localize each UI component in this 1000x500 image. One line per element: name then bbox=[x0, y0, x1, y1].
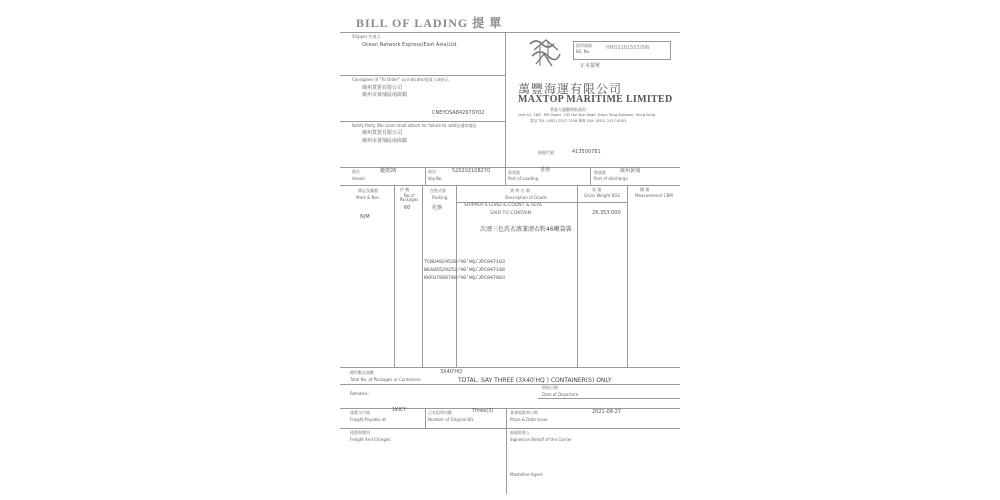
vessel-code: 413500781 bbox=[572, 149, 601, 155]
bl-number: HHO3161553/SW bbox=[606, 45, 650, 51]
totals-label-cn: 總件數及箱數 bbox=[350, 370, 374, 375]
col-marks-cn: 標記及編號 bbox=[358, 188, 378, 193]
issue-place-label: Place & Date Issue bbox=[510, 417, 548, 422]
document-title: BILL OF LADING 提 單 bbox=[356, 16, 503, 30]
freight-payable-label-cn: 運費支付地 bbox=[350, 410, 370, 415]
remarks-label: Remarks： bbox=[350, 391, 372, 396]
company-address-en: Unit A1, 28/F, MG Tower, 133 Hoi Bun Road, Kwun Tong,Kowloon, Hong Kong bbox=[518, 113, 656, 117]
goods-said-to-contain: SAID TO CONTAIN bbox=[490, 211, 532, 216]
port-discharge-label: Port of discharge bbox=[594, 176, 628, 181]
consignee-line2: 廣州市黃埔區南崗鎮 bbox=[362, 92, 408, 98]
container-line: BEAU5529252/40'HQ/JPC047188 bbox=[424, 267, 506, 273]
company-name-cn: 萬豐海運有限公司 bbox=[518, 82, 623, 96]
company-logo-icon bbox=[526, 36, 564, 70]
vessel-name: 艦豐26 bbox=[380, 168, 397, 174]
bl-number-label-en: B/L No. bbox=[576, 49, 591, 54]
voyage-label-cn: 航次 bbox=[428, 169, 436, 174]
goods-shipper-load: SHIPPER'S LOAD & COUNT & SEAL bbox=[464, 203, 543, 208]
goods-packing: 托盤 bbox=[432, 205, 443, 211]
freight-charges-label-cn: 運費和費用 bbox=[350, 430, 370, 435]
freight-payable-value: 1KICY bbox=[392, 407, 407, 413]
container-line: KKFU7989798/40'HQ/JPC047083 bbox=[424, 275, 506, 281]
col-packages: No.of Packages bbox=[399, 193, 419, 202]
vessel-code-label: 船舶代號： bbox=[538, 150, 558, 155]
consignee-label: Consignee (if "To Order" so indicate)收貨人或指示 bbox=[352, 77, 449, 82]
vessel-label: Vessel bbox=[352, 176, 365, 181]
notify-line1: 廣州貨貿有限公司 bbox=[362, 130, 403, 136]
col-weight-cn: 重 量 bbox=[592, 187, 602, 192]
col-packing: Packing bbox=[432, 195, 448, 200]
voyage-number: 520202108270 bbox=[452, 168, 491, 174]
notify-line2: 廣州市黃埔區南崗鎮 bbox=[362, 138, 408, 144]
consignee-line1: 廣州貨貿有限公司 bbox=[362, 85, 403, 91]
col-packing-cn: 包裝式樣 bbox=[430, 188, 446, 193]
port-loading-label-cn: 裝貨港 bbox=[508, 170, 520, 175]
port-discharge-label-cn: 卸貨港 bbox=[594, 170, 606, 175]
goods-packages: 60 bbox=[404, 205, 411, 211]
signed-label-cn: 船舶經營人 bbox=[510, 430, 530, 435]
company-name-en: MAXTOP MARITIME LIMITED bbox=[518, 94, 673, 105]
col-weight: Gross Weight KGS bbox=[583, 193, 620, 198]
port-of-discharge: 廣州黃埔 bbox=[620, 168, 641, 174]
original-bl-count-label: Number of Original B/L bbox=[428, 417, 474, 422]
col-measurement-cn: 體 積 bbox=[640, 187, 650, 192]
issue-date: 2021-08-27 bbox=[592, 409, 622, 415]
voyage-label: Voy.No. bbox=[428, 176, 443, 181]
notify-label: Notify Party (No claim shall attach for failure to notify)通知地址 bbox=[352, 123, 477, 128]
col-packages-cn: 件 數 bbox=[400, 187, 410, 192]
shipper-label: Shipper 托運人 bbox=[352, 34, 381, 39]
col-marks: Mark & Nos. bbox=[356, 195, 381, 200]
port-loading-label: Port of Loading bbox=[508, 176, 539, 181]
totals-label: Total No. of Packages or Containers bbox=[350, 377, 421, 382]
col-description: Description of Goods bbox=[505, 195, 547, 200]
bl-number-label: 提單號碼 bbox=[576, 43, 592, 48]
freight-charges-label: Freight And Charges bbox=[350, 437, 391, 442]
original-bl-label: 正本提單 bbox=[580, 63, 601, 69]
port-of-loading: 香港 bbox=[540, 167, 551, 173]
agent-label: Mastefine Agent bbox=[510, 472, 543, 477]
shipper-value: Ocean Network Express(East Asia)Ltd. bbox=[362, 42, 458, 48]
goods-description: 次漂三色洗衣液兼漂衣粉46噸袋裝 bbox=[480, 226, 572, 233]
departure-label-cn: 開航日期 bbox=[542, 385, 558, 390]
original-bl-count-label-cn: 正本提單份數 bbox=[428, 410, 452, 415]
vessel-label-cn: 船名 bbox=[352, 169, 360, 174]
container-line: TCNU4924539/40'HQ/JPC047183 bbox=[424, 259, 506, 265]
totals-words: TOTAL: SAY THREE (3X40'HQ ) CONTAINER(S) ONLY bbox=[458, 377, 612, 384]
goods-marks: N/M bbox=[360, 214, 370, 220]
goods-weight: 28,353.000 bbox=[592, 210, 621, 216]
signed-label: Signed on Behalf of the Carrier bbox=[510, 437, 572, 442]
company-address-cn: 香港九龍觀塘敬業街 bbox=[550, 107, 586, 112]
col-measurement: Measurement CBM bbox=[635, 193, 673, 198]
departure-label: Date of Departure bbox=[542, 392, 579, 397]
freight-payable-label: Freight Payable at bbox=[350, 417, 386, 422]
col-description-cn: 貨 物 名 稱 bbox=[510, 188, 530, 193]
bill-of-lading-document bbox=[340, 8, 680, 494]
original-bl-count: Three(3) bbox=[472, 408, 494, 414]
company-tel-fax: 電話 TEL: (852) 2527 7038 傳真 FAX: (852) 2527 6283 bbox=[530, 119, 627, 123]
consignee-ref: CNEYOSA842679702 bbox=[432, 110, 485, 116]
totals-count: 3X40'HQ bbox=[440, 369, 463, 375]
issue-place-label-cn: 簽發地點和日期 bbox=[510, 410, 538, 415]
